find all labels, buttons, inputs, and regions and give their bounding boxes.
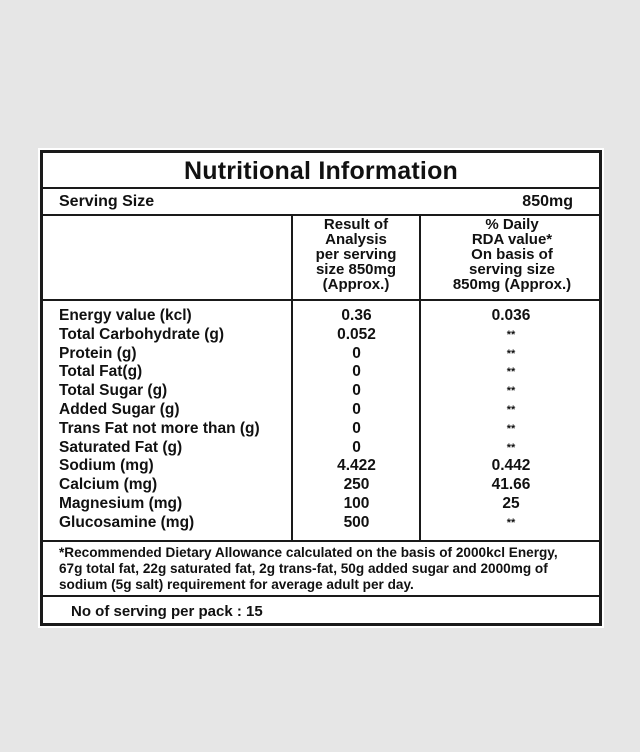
nutrient-row	[43, 476, 599, 495]
nutrient-row	[43, 401, 599, 420]
nutrient-result: 4.422	[337, 457, 376, 475]
nutrient-name: Saturated Fat (g)	[59, 438, 183, 456]
nutrition-label	[38, 148, 604, 628]
result-column-header: Result of Analysis per serving size 850mg (Approx.)	[315, 216, 397, 293]
label-title: Nutritional Information	[183, 157, 459, 185]
nutrient-result: 0	[352, 382, 361, 400]
nutrient-name: Added Sugar (g)	[59, 400, 180, 418]
nutrient-name: Energy value (kcl)	[59, 307, 192, 324]
nutrient-rda: **	[506, 347, 516, 360]
nutrient-row	[43, 439, 599, 458]
nutrient-rda: 25	[502, 494, 520, 512]
nutrient-result: 0.052	[337, 325, 376, 343]
nutrient-rda: **	[506, 422, 516, 435]
nutrient-row	[43, 457, 599, 476]
nutrient-name: Total Sugar (g)	[59, 382, 168, 400]
nutrient-result: 500	[343, 513, 370, 531]
nutrient-row	[43, 345, 599, 364]
rda-column-header: % Daily RDA value* On basis of serving size 850mg (Approx.)	[452, 216, 572, 293]
divider	[43, 595, 599, 597]
nutrient-result: 0	[352, 400, 361, 418]
nutrient-rda: **	[506, 441, 516, 454]
serving-size-label: Serving Size	[59, 193, 155, 210]
nutrient-rda: **	[506, 366, 516, 379]
nutrient-name: Trans Fat not more than (g)	[59, 419, 260, 437]
nutrient-rda: **	[506, 403, 516, 416]
nutrient-rda: **	[506, 516, 516, 529]
nutrient-row	[43, 363, 599, 382]
nutrient-name: Glucosamine (mg)	[59, 513, 195, 531]
nutrient-row	[43, 326, 599, 345]
nutrient-result: 250	[343, 476, 370, 494]
serving-size-value: 850mg	[522, 193, 573, 210]
nutrient-result: 0.36	[341, 307, 372, 324]
nutrient-name: Magnesium (mg)	[59, 494, 183, 512]
nutrient-row	[43, 382, 599, 401]
serving-size-row	[59, 190, 573, 214]
divider	[43, 187, 599, 189]
nutrient-result: 0	[352, 344, 361, 362]
nutrient-name: Calcium (mg)	[59, 476, 158, 494]
nutrient-result: 0	[352, 363, 361, 381]
nutrient-rda: 0.036	[491, 307, 531, 324]
nutrient-result: 0	[352, 438, 361, 456]
nutrient-row	[43, 495, 599, 514]
nutrient-rda: **	[506, 385, 516, 398]
nutrient-name: Total Fat(g)	[59, 363, 143, 381]
divider	[43, 299, 599, 301]
nutrient-rda: 0.442	[491, 457, 531, 475]
divider	[43, 540, 599, 542]
nutrient-row	[43, 420, 599, 439]
nutrient-result: 0	[352, 419, 361, 437]
nutrient-name: Sodium (mg)	[59, 457, 154, 475]
nutrient-name: Total Carbohydrate (g)	[59, 325, 225, 343]
nutrient-row	[43, 307, 599, 326]
rda-footnote: *Recommended Dietary Allowance calculated on the basis of 2000kcl Energy, 67g total fat, 22g saturated fat, 2g trans-fat, 50g added sugar and 2000mg of sodium (5g salt) requirement for average adult per day.	[59, 545, 558, 592]
nutrition-table	[40, 150, 602, 626]
nutrient-name: Protein (g)	[59, 344, 137, 362]
nutrient-rda: 41.66	[491, 476, 531, 494]
nutrient-result: 100	[343, 494, 370, 512]
nutrient-rows	[43, 307, 599, 533]
nutrient-rda: **	[506, 328, 516, 341]
servings-per-pack: No of serving per pack : 15	[71, 603, 263, 620]
nutrient-row	[43, 514, 599, 533]
